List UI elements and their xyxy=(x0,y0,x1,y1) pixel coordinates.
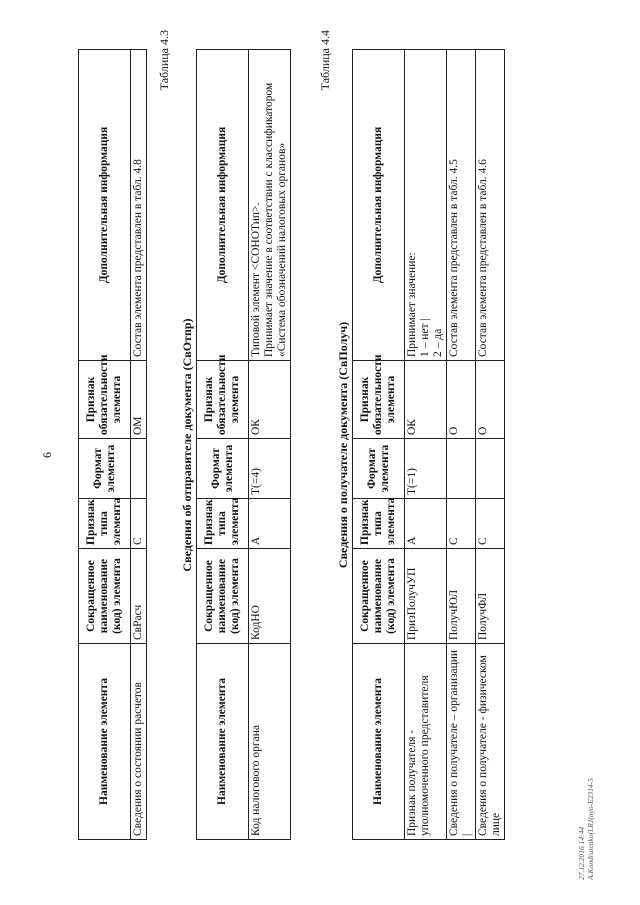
cell-name: Сведения о получателе - физическом лице xyxy=(475,644,504,840)
cell-name: Признак получателя - уполномоченного представителя xyxy=(405,644,447,840)
table-row xyxy=(405,50,447,840)
table-row xyxy=(249,50,291,840)
header-element-format: Формат элемента xyxy=(197,439,249,499)
cell-info: Принимает значение: 1 – нет | 2 – да xyxy=(405,50,447,361)
cell-name: Код налогового органа xyxy=(249,644,291,840)
cell-required: ОМ xyxy=(131,361,147,439)
header-element-format: Формат элемента xyxy=(353,439,405,499)
table-header-row xyxy=(79,50,131,840)
cell-required: ОК xyxy=(249,361,291,439)
cell-format: T(=4) xyxy=(249,439,291,499)
cell-code: ПризПолучУП xyxy=(405,549,447,644)
header-element-name: Наименование элемента xyxy=(353,644,405,840)
cell-required: О xyxy=(447,361,476,439)
header-element-type: Признак типа элемента xyxy=(353,499,405,549)
cell-type: А xyxy=(405,499,447,549)
header-element-code: Сокращенное наименование (код) элемента xyxy=(353,549,405,644)
header-element-code: Сокращенное наименование (код) элемента xyxy=(197,549,249,644)
cell-format xyxy=(447,439,476,499)
table-caption-4-4: Таблица 4.4 xyxy=(318,30,332,91)
header-element-required: Признак обязательности элемента xyxy=(79,361,131,439)
scan-stamp-user: A.Kondratenko(LRJ(nyo-E2314-5 xyxy=(585,778,595,880)
table-header-row xyxy=(353,50,405,840)
table-row xyxy=(447,50,476,840)
page-number: 6 xyxy=(40,452,54,458)
header-element-type: Признак типа элемента xyxy=(79,499,131,549)
scan-stamp xyxy=(578,680,595,880)
cell-format xyxy=(475,439,504,499)
cell-type: А xyxy=(249,499,291,549)
cell-info: Состав элемента представлен в табл. 4.6 xyxy=(475,50,504,361)
cell-code: КодНО xyxy=(249,549,291,644)
table-caption-4-3: Таблица 4.3 xyxy=(157,30,171,91)
cell-type: С xyxy=(131,499,147,549)
header-element-type: Признак типа элемента xyxy=(197,499,249,549)
table-sender xyxy=(196,49,291,840)
header-element-name: Наименование элемента xyxy=(197,644,249,840)
header-additional-info: Дополнительная информация xyxy=(353,50,405,361)
header-element-name: Наименование элемента xyxy=(79,644,131,840)
header-additional-info: Дополнительная информация xyxy=(197,50,249,361)
cell-code: СвРасч xyxy=(131,549,147,644)
cell-type: С xyxy=(447,499,476,549)
cell-required: ОК xyxy=(405,361,447,439)
header-element-required: Признак обязательности элемента xyxy=(197,361,249,439)
cell-info: Состав элемента представлен в табл. 4.8 xyxy=(131,50,147,361)
cell-type: С xyxy=(475,499,504,549)
cell-format xyxy=(131,439,147,499)
cell-name: Сведения о получателе – организации | xyxy=(447,644,476,840)
cell-code: ПолучЮЛ xyxy=(447,549,476,644)
table-header-row xyxy=(197,50,249,840)
cell-info: Состав элемента представлен в табл. 4.5 xyxy=(447,50,476,361)
cell-code: ПолучФЛ xyxy=(475,549,504,644)
cell-format: T(=1) xyxy=(405,439,447,499)
section-title-sender: Сведения об отправителе документа (СвОтпр) xyxy=(180,318,194,572)
table-state-of-settlements xyxy=(78,49,147,840)
table-row xyxy=(131,50,147,840)
cell-info: Типовой элемент <СОНОТип>. Принимает значение в соответствии с классификатором «Система обозначений налоговых органов» xyxy=(249,50,291,361)
section-title-recipient: Сведения о получателе документа (СвПолуч) xyxy=(336,321,350,569)
header-element-code: Сокращенное наименование (код) элемента xyxy=(79,549,131,644)
table-row xyxy=(475,50,504,840)
cell-required: О xyxy=(475,361,504,439)
cell-name: Сведения о состоянии расчетов xyxy=(131,644,147,840)
scan-stamp-date: 27.12.2016 14:44 xyxy=(577,826,586,880)
header-element-required: Признак обязательности элемента xyxy=(353,361,405,439)
header-element-format: Формат элемента xyxy=(79,439,131,499)
table-recipient xyxy=(352,49,505,840)
header-additional-info: Дополнительная информация xyxy=(79,50,131,361)
